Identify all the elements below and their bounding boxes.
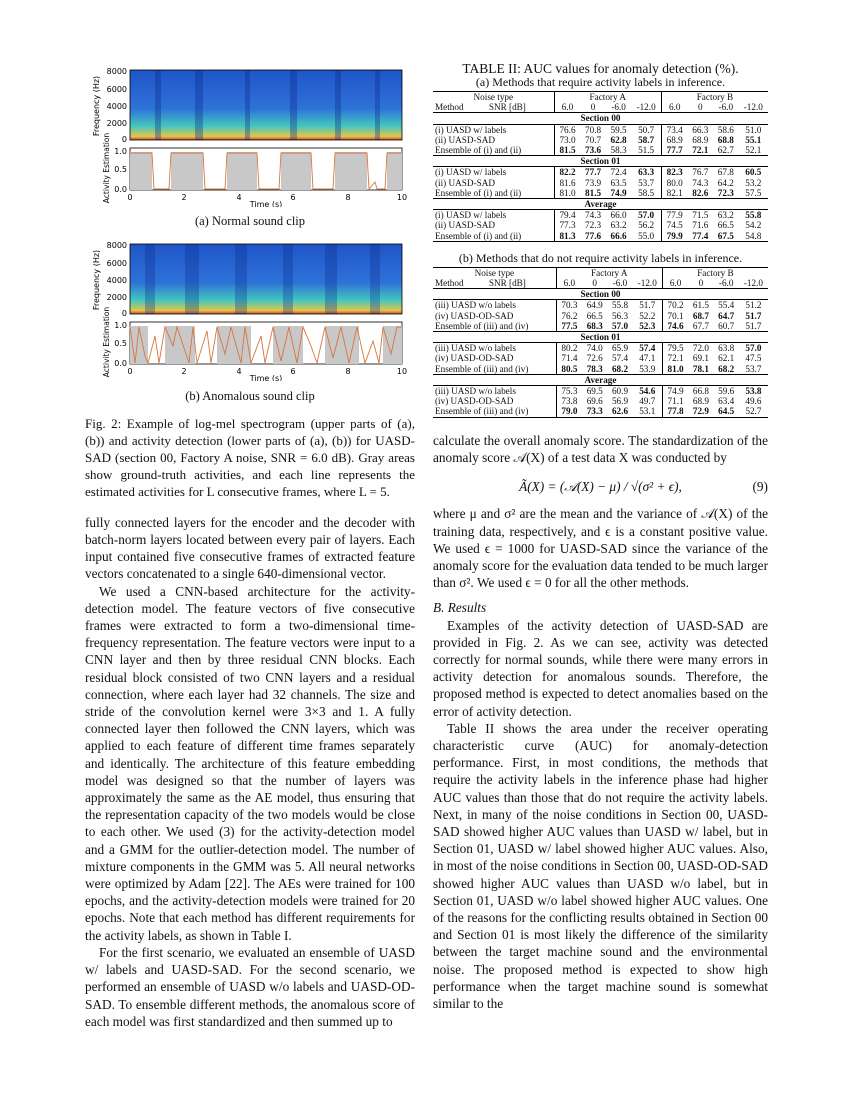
figure-a-caption: (a) Normal sound clip [194, 214, 306, 229]
table-header-row [433, 278, 768, 289]
auc-value: 82.2 [554, 167, 580, 178]
section-label: Average [433, 374, 768, 385]
act-tick: 0.5 [114, 165, 127, 174]
freq-tick: 0 [121, 135, 127, 144]
auc-value: 71.6 [692, 220, 709, 231]
method-name: Ensemble of (iii) and (iv) [433, 406, 556, 417]
auc-value: 73.0 [554, 135, 580, 145]
method-name: (iii) UASD w/o labels [435, 386, 516, 397]
table-row [433, 231, 768, 242]
auc-value: 77.8 [662, 406, 688, 417]
spec-ylabel: Frequency (Hz) [92, 75, 101, 137]
auc-value: 79.0 [556, 406, 582, 417]
auc-value: 68.8 [717, 134, 734, 145]
auc-table-b [433, 267, 768, 418]
auc-value: 74.6 [662, 321, 688, 332]
auc-value: 51.0 [745, 124, 762, 135]
auc-value: 71.1 [662, 396, 688, 406]
auc-value: 63.2 [610, 220, 627, 231]
table-row [433, 135, 768, 145]
spectrogram-a [130, 70, 402, 140]
factory-b-header: Factory B [662, 267, 768, 278]
auc-value: 70.1 [662, 311, 688, 321]
auc-value: 73.6 [585, 145, 602, 156]
auc-value: 80.2 [556, 343, 582, 354]
auc-value: 52.3 [639, 320, 656, 331]
auc-value: 66.5 [717, 220, 734, 231]
snr-header: -6.0 [607, 278, 632, 289]
method-name: (iv) UASD-OD-SAD [435, 353, 514, 364]
auc-value: 72.3 [717, 187, 734, 198]
auc-value: 56.9 [611, 396, 629, 407]
table-row [433, 321, 768, 332]
table-row [433, 124, 768, 135]
auc-value: 63.4 [718, 396, 735, 407]
table-row [433, 386, 768, 397]
auc-value: 60.5 [745, 167, 762, 178]
method-name: (i) UASD w/ labels [435, 167, 507, 178]
freq-tick: 4000 [106, 102, 127, 111]
table-row [433, 220, 768, 230]
section-row [433, 156, 768, 167]
snr-header: 0 [580, 102, 606, 113]
auc-value: 63.8 [718, 343, 735, 354]
auc-value: 66.6 [606, 231, 632, 242]
section-row [433, 113, 768, 124]
body-paragraph: Table II shows the area under the receiver operating characteristic curve (AUC) for anomaly-detection performance. First, in most conditions, the methods that require the activity labels in the inference phase had higher AUC values than those that do not require the activity labels. Next, in many of the noise conditions in Section 00, UASD-SAD showed higher AUC values than UASD w/ label, but in Section 01, UASD w/ label showed higher AUC values. Also, in most of the noise conditions in Section 00, UASD-OD-SAD showed higher AUC values than UASD w/o label, but in Section 01, UASD w/o label showed higher AUC values. One of the reasons for the conflicting results obtained in Section 00 and Section 01 is most likely the difference of the similarity between the target machine sound and the environmental noise. The proposed method is expected to show high performance when the target machine sound is somewhat similar to the [433, 720, 768, 1011]
auc-value: 82.6 [692, 187, 709, 198]
method-name: Ensemble of (iii) and (iv) [435, 320, 529, 331]
auc-value: 55.1 [745, 134, 762, 145]
auc-value: 57.0 [611, 320, 629, 331]
method-name: (i) UASD w/ labels [435, 124, 507, 135]
noise-type-header: Noise type [433, 92, 554, 103]
method-snr-header: Method SNR [dB] [433, 278, 556, 289]
auc-value: 57.0 [638, 210, 655, 221]
auc-value: 62.7 [717, 145, 734, 156]
auc-value: 81.0 [662, 364, 688, 375]
body-paragraph: calculate the overall anomaly score. The standardization of the anomaly score 𝒜(X) of a test data X was conducted by [433, 432, 768, 465]
snr-header: -12.0 [631, 102, 661, 113]
auc-value: 68.2 [611, 363, 629, 374]
auc-value: 66.0 [610, 210, 627, 221]
auc-value: 77.4 [688, 231, 714, 242]
auc-value: 78.1 [692, 363, 709, 374]
auc-value: 81.0 [554, 188, 580, 199]
figure-a-plot [85, 62, 415, 207]
auc-value: 72.9 [688, 406, 713, 417]
method-name: (iv) UASD-OD-SAD [435, 310, 514, 321]
auc-value: 68.9 [692, 396, 709, 407]
body-paragraph: We used a CNN-based architecture for the activity-detection model. The feature vectors of five consecutive frames were extracted to form a two-dimensional time-frequency representation. The feature vectors were input to a CNN layer and then by three residual CNN blocks. Each residual block consisted of two CNN layers and a residual connection, where each layer had 32 channels. The size and stride of the convolution kernel were 3×3 and 1. A fully connected layer then followed the CNN layers, which was applied to each feature of different time frames separately and identically. The architecture of this feature embedding model was designed so that the number of layers was approximately the same as the AE model, thus ensuring that the representation capacity of the two models would be close to each other. We used (3) for the activity-detection model and a GMM for the outlier-detection model. The number of mixture components in the GMM was 5. All neural networks were optimized by Adam [22]. The AEs were trained for 100 epochs, and the activity-detection models were trained for 20 epochs. Note that each method has different requirements for the activity labels, as shown in Table I. [85, 583, 415, 943]
auc-value: 82.1 [661, 188, 687, 199]
auc-value: 72.6 [586, 353, 603, 364]
auc-value: 49.7 [639, 396, 656, 407]
auc-value: 50.7 [638, 124, 655, 135]
auc-value: 82.3 [661, 167, 687, 178]
snr-header: 0 [688, 278, 713, 289]
auc-value: 80.0 [661, 178, 687, 188]
table-row [433, 188, 768, 199]
auc-value: 79.5 [662, 343, 688, 354]
auc-value: 49.6 [745, 396, 762, 407]
auc-value: 64.5 [714, 406, 739, 417]
auc-value: 73.3 [582, 406, 607, 417]
auc-value: 72.1 [692, 145, 709, 156]
auc-value: 71.4 [556, 353, 582, 363]
auc-value: 54.2 [745, 220, 762, 231]
auc-value: 76.7 [692, 167, 709, 178]
method-name: (ii) UASD-SAD [435, 134, 495, 145]
section-heading: B. Results [433, 600, 487, 616]
snr-header: -12.0 [739, 102, 768, 113]
auc-value: 74.3 [692, 177, 709, 188]
time-tick: 0 [127, 193, 133, 202]
auc-value: 71.5 [692, 210, 709, 221]
freq-tick: 8000 [106, 67, 127, 76]
section-row [433, 289, 768, 300]
auc-value: 58.5 [638, 187, 655, 198]
time-xlabel: Time (s) [249, 374, 283, 382]
time-tick: 4 [236, 367, 242, 377]
auc-value: 68.2 [718, 363, 735, 374]
auc-value: 57.4 [639, 343, 656, 354]
auc-value: 47.1 [639, 353, 656, 364]
act-tick: 0.0 [114, 185, 127, 194]
freq-tick: 0 [121, 309, 127, 319]
auc-value: 77.5 [556, 321, 582, 332]
equation-9 [433, 478, 768, 495]
freq-tick: 4000 [106, 276, 127, 286]
figure-panel-a [85, 62, 415, 230]
time-tick: 10 [396, 193, 408, 202]
factory-b-header: Factory B [661, 92, 768, 103]
auc-value: 77.7 [661, 145, 687, 156]
auc-value: 77.9 [661, 210, 687, 221]
act-tick: 0.5 [114, 339, 127, 349]
auc-value: 54.6 [639, 386, 656, 397]
auc-value: 76.6 [554, 124, 580, 135]
auc-value: 53.7 [745, 363, 762, 374]
auc-value: 66.5 [586, 310, 603, 321]
table-b-subtitle: (b) Methods that do not require activity labels in inference. [458, 250, 743, 265]
freq-tick: 6000 [106, 85, 127, 94]
auc-value: 72.4 [610, 167, 627, 178]
auc-value: 70.3 [556, 300, 582, 311]
auc-value: 57.5 [745, 187, 762, 198]
table-row [433, 167, 768, 178]
section-row [433, 374, 768, 385]
table-row [433, 311, 768, 321]
auc-value: 73.8 [556, 396, 582, 406]
equation-body: Ã(X) = (𝒜(X) − μ) / √(σ² + ϵ), [519, 479, 682, 495]
method-name: (i) UASD w/ labels [435, 210, 507, 221]
auc-value: 52.2 [639, 310, 656, 321]
auc-value: 70.7 [585, 134, 602, 145]
section-row [433, 332, 768, 343]
table-row [433, 300, 768, 311]
auc-value: 51.2 [745, 300, 762, 311]
auc-value: 66.8 [692, 386, 709, 397]
method-name: Ensemble of (iii) and (iv) [435, 363, 529, 374]
auc-value: 81.3 [554, 231, 580, 242]
figure-panel-b [85, 236, 415, 404]
figure-b-caption: (b) Anomalous sound clip [185, 388, 315, 403]
auc-value: 55.8 [745, 210, 762, 221]
table-row [433, 353, 768, 363]
auc-value: 72.3 [585, 220, 602, 231]
section-row [433, 199, 768, 210]
act-ylabel: Activity Estimation [102, 132, 111, 204]
freq-tick: 8000 [106, 241, 127, 251]
auc-value: 52.1 [745, 145, 762, 156]
body-paragraph: For the first scenario, we evaluated an ensemble of UASD w/ labels and UASD-SAD. For the second scenario, we performed an ensemble of UASD w/o labels and UASD-OD-SAD. To ensemble different methods, the anomalous score of each model was first standardized and then summed up to [85, 944, 415, 1029]
auc-value: 64.9 [586, 300, 603, 311]
auc-value: 74.9 [610, 187, 627, 198]
auc-value: 63.3 [638, 167, 655, 178]
freq-tick: 6000 [106, 259, 127, 269]
act-ylabel: Activity Estimation [102, 307, 111, 378]
section-label: Section 01 [433, 332, 768, 343]
method-name: (iv) UASD-OD-SAD [435, 396, 514, 407]
auc-value: 68.9 [661, 135, 687, 145]
time-tick: 2 [181, 367, 187, 377]
equation-number: (9) [752, 479, 768, 495]
auc-value: 53.8 [745, 386, 762, 397]
auc-value: 60.7 [718, 320, 735, 331]
auc-value: 74.5 [661, 220, 687, 230]
freq-tick: 2000 [106, 119, 127, 128]
auc-value: 79.9 [661, 231, 687, 242]
auc-value: 75.3 [556, 386, 582, 397]
auc-value: 51.7 [639, 300, 656, 311]
auc-value: 63.5 [610, 177, 627, 188]
method-name: Ensemble of (i) and (ii) [435, 145, 522, 156]
left-column [85, 62, 415, 1030]
table-header-row [433, 102, 768, 113]
table-title: TABLE II: AUC values for anomaly detection (%). [462, 61, 739, 76]
auc-value: 57.4 [611, 353, 629, 364]
spec-ylabel: Frequency (Hz) [92, 250, 101, 311]
auc-value: 59.5 [610, 124, 627, 135]
factory-a-header: Factory A [556, 267, 662, 278]
auc-value: 74.3 [585, 210, 602, 221]
auc-value: 53.1 [633, 406, 663, 417]
auc-value: 55.0 [631, 231, 661, 242]
auc-value: 62.6 [607, 406, 632, 417]
snr-header: 6.0 [662, 278, 688, 289]
time-tick: 6 [290, 367, 296, 377]
table-row [433, 210, 768, 221]
auc-value: 58.7 [638, 134, 655, 145]
auc-value: 77.6 [580, 231, 606, 242]
freq-tick: 2000 [106, 293, 127, 303]
auc-value: 81.5 [554, 145, 580, 156]
auc-value: 77.7 [585, 167, 602, 178]
time-tick: 10 [396, 367, 408, 377]
auc-value: 72.1 [662, 353, 688, 363]
auc-value: 81.5 [585, 187, 602, 198]
table-row [433, 343, 768, 354]
section-label: Average [433, 199, 768, 210]
auc-value: 53.9 [639, 363, 656, 374]
table-a-subtitle: (a) Methods that require activity labels in inference. [475, 75, 726, 89]
snr-header: -6.0 [606, 102, 632, 113]
act-tick: 0.0 [114, 359, 127, 369]
auc-value: 56.2 [638, 220, 655, 231]
auc-value: 58.3 [610, 145, 627, 156]
method-name: Ensemble of (i) and (ii) [433, 231, 554, 242]
snr-header: -12.0 [633, 278, 663, 289]
auc-value: 56.3 [611, 310, 629, 321]
auc-value: 70.2 [662, 300, 688, 311]
auc-value: 62.1 [718, 353, 735, 364]
auc-value: 68.3 [586, 320, 603, 331]
auc-value: 70.8 [585, 124, 602, 135]
snr-header: 6.0 [554, 102, 580, 113]
auc-value: 74.0 [586, 343, 603, 354]
body-paragraph: Examples of the activity detection of UASD-SAD are provided in Fig. 2. As we can see, activity was detected correctly for normal sounds, while there were many errors in activity detection for anomalous sounds. Therefore, the proposed method is expected to detect anomalies based on the error of activity detection. [433, 617, 768, 719]
auc-value: 54.8 [739, 231, 768, 242]
snr-header: -6.0 [714, 278, 739, 289]
factory-a-header: Factory A [554, 92, 661, 103]
table-row [433, 178, 768, 188]
section-label: Section 00 [433, 113, 768, 124]
auc-table-a [433, 91, 768, 242]
auc-value: 51.5 [638, 145, 655, 156]
auc-value: 59.6 [718, 386, 735, 397]
method-name: (ii) UASD-SAD [435, 177, 495, 188]
auc-value: 51.7 [745, 310, 762, 321]
table-row [433, 145, 768, 156]
auc-value: 65.9 [611, 343, 629, 354]
table-header-row [433, 267, 768, 278]
time-tick: 6 [290, 193, 296, 202]
section-label: Section 00 [433, 289, 768, 300]
auc-value: 81.6 [554, 178, 580, 188]
time-tick: 2 [181, 193, 187, 202]
time-tick: 0 [127, 367, 133, 377]
figure-caption: Fig. 2: Example of log-mel spectrogram (upper parts of (a), (b)) and activity detection (lower parts of (a), (b)) for UASD-SAD (section 00, Factory A noise, SNR = 6.0 dB). Gray areas show ground-truth activities, and each line represents the estimated activities for L consecutive frames, where L = 5. [85, 415, 415, 499]
auc-value: 55.4 [718, 300, 735, 311]
auc-value: 66.3 [692, 124, 709, 135]
table-header-row [433, 92, 768, 103]
auc-value: 64.7 [718, 310, 735, 321]
auc-value: 63.2 [717, 210, 734, 221]
auc-value: 78.3 [586, 363, 603, 374]
auc-value: 61.5 [692, 300, 709, 311]
auc-value: 73.9 [585, 177, 602, 188]
auc-value: 72.0 [692, 343, 709, 354]
auc-value: 55.8 [611, 300, 629, 311]
auc-value: 57.0 [745, 343, 762, 354]
auc-value: 77.3 [554, 220, 580, 230]
body-paragraph: where μ and σ² are the mean and the variance of 𝒜(X) of the training data, respectively, and ϵ is a constant positive value. We used ϵ = 1000 for UASD-SAD since the variance of the anomaly score for the evaluation data tended to be much larger than σ². We used ϵ = 0 for all the other methods. [433, 506, 768, 591]
auc-value: 68.9 [692, 134, 709, 145]
noise-type-header: Noise type [433, 267, 556, 278]
auc-value: 64.2 [717, 177, 734, 188]
auc-value: 67.7 [692, 320, 709, 331]
auc-value: 69.6 [586, 396, 603, 407]
auc-value: 68.7 [692, 310, 709, 321]
auc-value: 76.2 [556, 311, 582, 321]
auc-value: 67.8 [717, 167, 734, 178]
act-tick: 1.0 [114, 321, 127, 331]
method-name: (iii) UASD w/o labels [435, 343, 516, 354]
auc-value: 53.7 [638, 177, 655, 188]
auc-value: 69.1 [692, 353, 709, 364]
auc-value: 51.7 [745, 320, 762, 331]
method-name: (iii) UASD w/o labels [435, 300, 516, 311]
time-tick: 8 [345, 193, 351, 202]
table-row [433, 406, 768, 417]
method-name: Ensemble of (i) and (ii) [435, 187, 522, 198]
right-column [433, 62, 768, 1012]
auc-value: 73.4 [661, 124, 687, 135]
auc-value: 60.9 [611, 386, 629, 397]
figure-b-plot [85, 236, 415, 381]
auc-value: 80.5 [556, 364, 582, 375]
table-row [433, 396, 768, 406]
auc-value: 69.5 [586, 386, 603, 397]
time-tick: 8 [345, 367, 351, 377]
time-tick: 4 [236, 193, 242, 202]
time-xlabel: Time (s) [249, 200, 283, 207]
snr-header: 0 [688, 102, 714, 113]
section-label: Section 01 [433, 156, 768, 167]
auc-value: 58.6 [717, 124, 734, 135]
snr-header: 6.0 [556, 278, 582, 289]
act-tick: 1.0 [114, 147, 127, 156]
snr-header: -12.0 [739, 278, 768, 289]
auc-value: 52.7 [739, 406, 768, 417]
auc-value: 79.4 [554, 210, 580, 221]
snr-header: 6.0 [661, 102, 687, 113]
method-snr-header: Method SNR [dB] [433, 102, 554, 113]
table-row [433, 364, 768, 375]
spectrogram-b [130, 244, 402, 314]
body-paragraph: fully connected layers for the encoder and the decoder with batch-norm layers located between every pair of layers. Each input contained five consecutive frames of extracted feature vectors concatenated to a single 640-dimensional vector. [85, 514, 415, 582]
auc-value: 62.8 [610, 134, 627, 145]
auc-value: 53.2 [745, 177, 762, 188]
snr-header: 0 [582, 278, 607, 289]
method-name: (ii) UASD-SAD [435, 220, 495, 231]
auc-value: 47.5 [745, 353, 762, 364]
snr-header: -6.0 [713, 102, 739, 113]
auc-value: 74.9 [662, 386, 688, 397]
auc-value: 67.5 [713, 231, 739, 242]
